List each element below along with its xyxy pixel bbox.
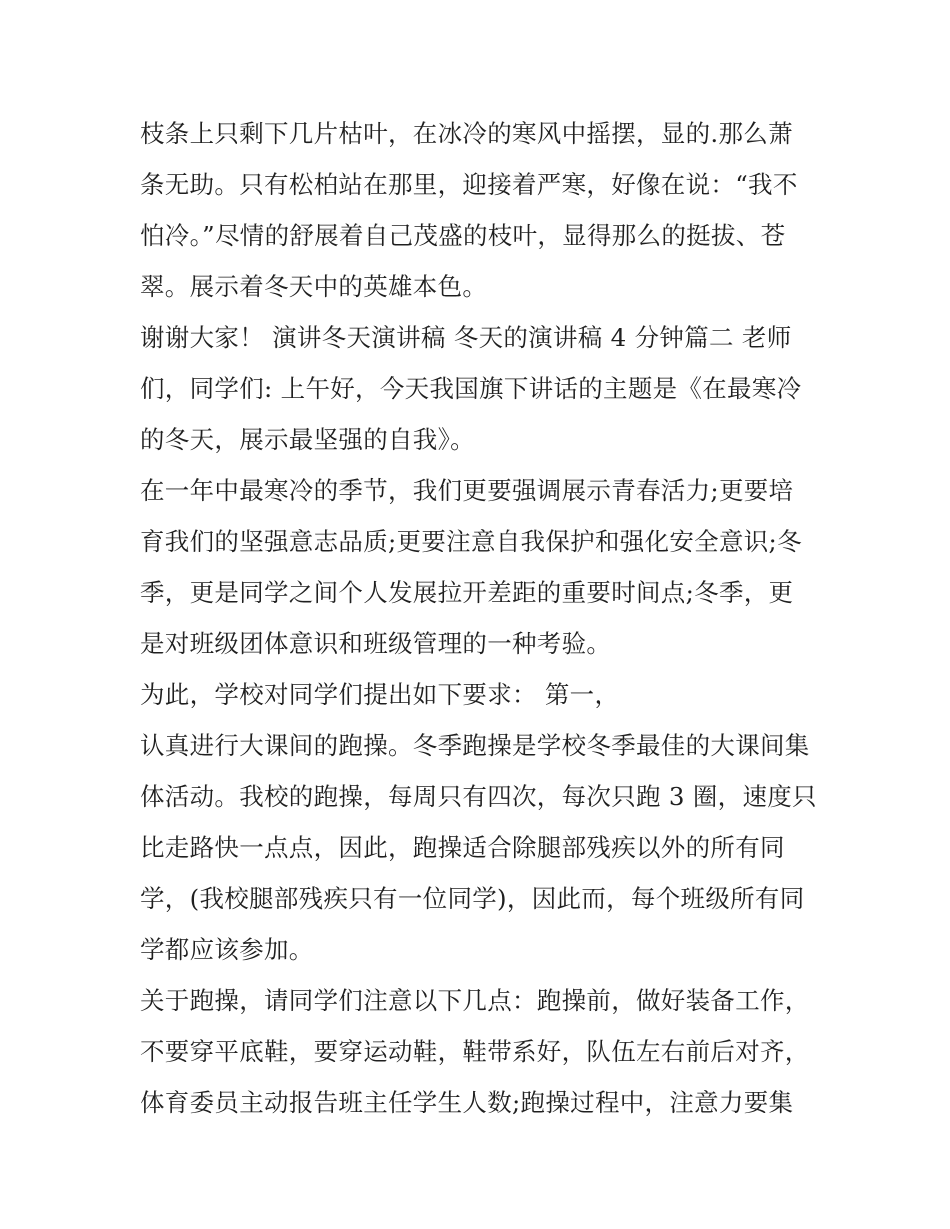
- text-line: 认真进行大课间的跑操。冬季跑操是学校冬季最佳的大课间集: [140, 731, 810, 760]
- text-line: 学，(我校腿部残疾只有一位同学)，因此而，每个班级所有同: [140, 884, 805, 913]
- paragraph-speech-two-intro: [140, 312, 815, 465]
- text-line: 怕冷。”尽情的舒展着自己茂盛的枝叶，显得那么的挺拔、苍: [140, 221, 786, 250]
- text-line: 的冬天，展示最坚强的自我》。: [140, 425, 475, 454]
- text-line: 季，更是同学之间个人发展拉开差距的重要时间点;冬季，更: [140, 578, 794, 607]
- text-line: 们，同学们: 上午好，今天我国旗下讲话的主题是《在最寒冷: [140, 374, 802, 403]
- text-line: 条无助。只有松柏站在那里，迎接着严寒，好像在说：“我不: [140, 170, 798, 199]
- text-line: 体育委员主动报告班主任学生人数;跑操过程中，注意力要集: [140, 1088, 794, 1117]
- text-line: 在一年中最寒冷的季节，我们更要强调展示青春活力;更要培: [140, 476, 794, 505]
- text-line: 是对班级团体意识和班级管理的一种考验。: [140, 629, 612, 658]
- text-line: 育我们的坚强意志品质;更要注意自我保护和强化安全意识;冬: [140, 527, 802, 556]
- paragraph-requirements-heading: [140, 669, 815, 720]
- paragraph-coldest-season: [140, 465, 815, 669]
- paragraph-running-notes: [140, 975, 815, 1128]
- text-line: 枝条上只剩下几片枯叶，在冰冷的寒风中摇摆，显的.那么萧: [140, 119, 793, 148]
- paragraph-running-exercise: [140, 720, 815, 975]
- text-line: 关于跑操，请同学们注意以下几点：跑操前，做好装备工作，: [140, 986, 810, 1015]
- text-line: 翠。展示着冬天中的英雄本色。: [140, 272, 488, 301]
- text-line: 比走路快一点点，因此，跑操适合除腿部残疾以外的所有同: [140, 833, 785, 862]
- paragraph-pine-tree: [140, 108, 815, 312]
- text-line: 为此，学校对同学们提出如下要求： 第一，: [140, 680, 620, 709]
- text-line: 学都应该参加。: [140, 935, 314, 964]
- text-line: 不要穿平底鞋，要穿运动鞋，鞋带系好，队伍左右前后对齐，: [140, 1037, 810, 1066]
- text-line: 体活动。我校的跑操，每周只有四次，每次只跑 3 圈，速度只: [140, 782, 817, 811]
- text-line: 谢谢大家！ 演讲冬天演讲稿 冬天的演讲稿 4 分钟篇二 老师: [140, 323, 792, 352]
- document-body: [140, 108, 815, 1128]
